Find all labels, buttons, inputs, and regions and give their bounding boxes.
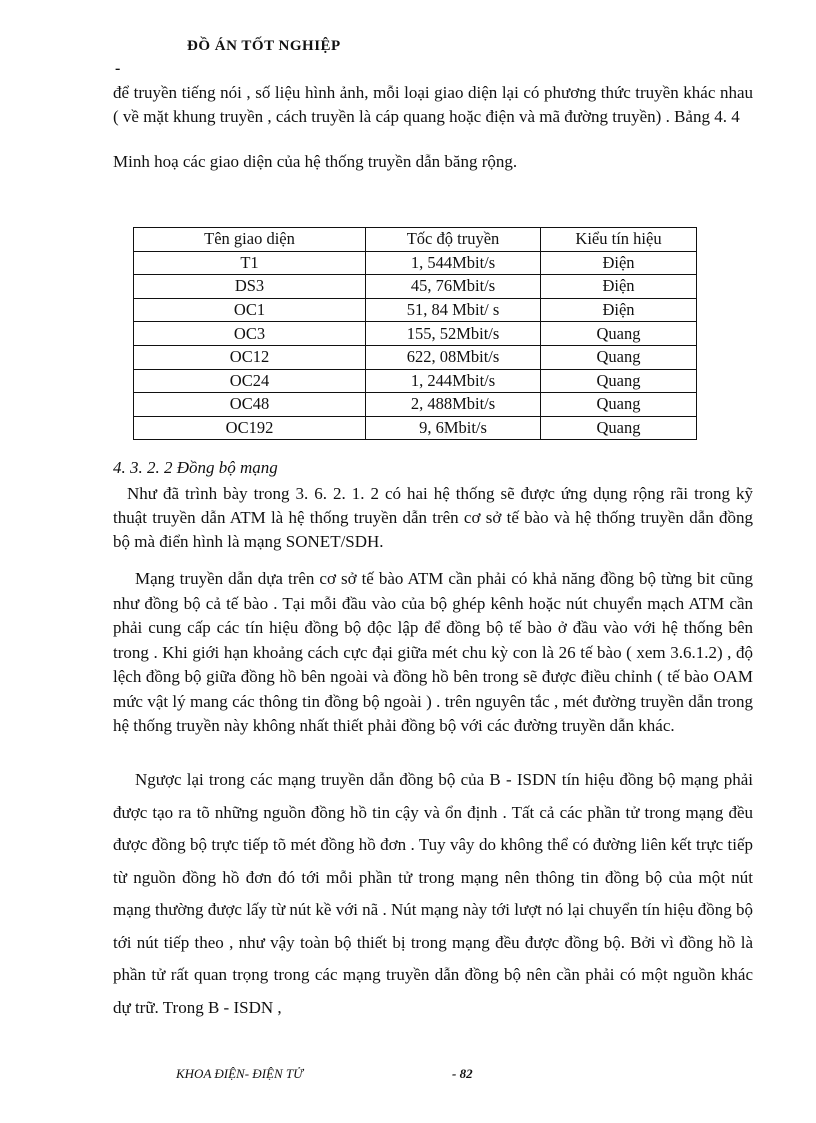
cell-signal: Quang xyxy=(541,322,697,346)
footer-department: KHOA ĐIỆN- ĐIỆN TỬ xyxy=(176,1066,303,1081)
body-paragraph-2: Mạng truyền dẫn dựa trên cơ sở tế bào ATM cần phải có khả năng đồng bộ từng bit cũng như đồng bộ cả tế bào . Tại mỗi đầu vào của bộ ghép kênh hoặc nút chuyển mạch ATM cần phải cung cấp các tín hiệu đồng bộ độc lập để đồng bộ tế bào ở đầu vào với hệ thống bên trong . Khi giới hạn khoảng cách cực đại giữa mét chu kỳ con là 26 tế bào ( xem 3.6.1.2) , độ lệch đồng bộ giữa đồng hồ bên ngoài và đồng hồ bên trong sẽ được điều chỉnh ( tế bào OAM mức vật lý mang các thông tin đồng bộ ngoài ) . trên nguyên tắc , mét đường truyền dẫn trong hệ thống truyền này không nhất thiết phải đồng bộ với các đường truyền dẫn khác. xyxy=(113,569,753,735)
cell-signal: Quang xyxy=(541,416,697,440)
cell-rate: 9, 6Mbit/s xyxy=(366,416,541,440)
cell-interface: DS3 xyxy=(134,275,366,299)
footer-page-number: - 82 xyxy=(452,1066,473,1081)
cell-signal: Quang xyxy=(541,369,697,393)
cell-interface: OC48 xyxy=(134,393,366,417)
cell-rate: 155, 52Mbit/s xyxy=(366,322,541,346)
cell-interface: T1 xyxy=(134,251,366,275)
page-header-title: ĐỒ ÁN TỐT NGHIỆP xyxy=(187,38,341,54)
column-header-name: Tên giao diện xyxy=(134,228,366,252)
table-row xyxy=(134,345,697,369)
cell-signal: Quang xyxy=(541,345,697,369)
cell-rate: 2, 488Mbit/s xyxy=(366,393,541,417)
cell-interface: OC3 xyxy=(134,322,366,346)
body-paragraph-3: Ngược lại trong các mạng truyền dẫn đồng bộ của B - ISDN tín hiệu đồng bộ mạng phải được tạo ra tõ những nguồn đồng hồ tin cậy và ổn định . Tất cả các phần tử trong mạng đều được đồng bộ trực tiếp tõ mét đồng hồ đơn . Tuy vây do không thể có đường liên kết trực tiếp từ nguồn đồng hồ đơn đó tới mỗi phần tử trong mạng nên thông tin đồng bộ của một nút mạng thường được lấy từ nút kề với nã . Nút mạng này tới lượt nó lại chuyển tín hiệu đồng bộ tới nút tiếp theo , như vậy toàn bộ thiết bị trong mạng đều được đồng bộ. Bởi vì đồng hồ là phần tử rất quan trọng trong các mạng truyền dẫn đồng bộ nên cần phải có một nguồn khác dự trữ. Trong B - ISDN , xyxy=(113,770,753,1017)
cell-signal: Điện xyxy=(541,298,697,322)
cell-rate: 45, 76Mbit/s xyxy=(366,275,541,299)
table-row xyxy=(134,251,697,275)
table-row xyxy=(134,416,697,440)
cell-interface: OC1 xyxy=(134,298,366,322)
table-row xyxy=(134,298,697,322)
interface-table xyxy=(133,227,697,440)
cell-rate: 51, 84 Mbit/ s xyxy=(366,298,541,322)
table-caption: Minh hoạ các giao diện của hệ thống truyền dẫn băng rộng. xyxy=(113,152,518,171)
cell-signal: Quang xyxy=(541,393,697,417)
table-row xyxy=(134,393,697,417)
cell-rate: 622, 08Mbit/s xyxy=(366,345,541,369)
bullet-marker: - xyxy=(115,60,121,77)
table-header-row xyxy=(134,228,697,252)
cell-interface: OC12 xyxy=(134,345,366,369)
table-row xyxy=(134,369,697,393)
cell-interface: OC192 xyxy=(134,416,366,440)
cell-rate: 1, 244Mbit/s xyxy=(366,369,541,393)
table-row xyxy=(134,275,697,299)
intro-paragraph: để truyền tiếng nói , số liệu hình ảnh, mỗi loại giao diện lại có phương thức truyền khác nhau ( về mặt khung truyền , cách truyền là cáp quang hoặc điện và mã đường truyền) . Bảng 4. 4 xyxy=(113,83,753,126)
body-paragraph-1: Như đã trình bày trong 3. 6. 2. 1. 2 có hai hệ thống sẽ được ứng dụng rộng rãi trong kỹ thuật truyền dẫn ATM là hệ thống truyền dẫn trên cơ sở tế bào và hệ thống truyền dẫn đồng bộ mà điển hình là mạng SONET/SDH. xyxy=(113,484,753,551)
cell-rate: 1, 544Mbit/s xyxy=(366,251,541,275)
cell-signal: Điện xyxy=(541,251,697,275)
table-row xyxy=(134,322,697,346)
section-heading: 4. 3. 2. 2 Đồng bộ mạng xyxy=(113,458,278,477)
cell-interface: OC24 xyxy=(134,369,366,393)
column-header-rate: Tốc độ truyền xyxy=(366,228,541,252)
cell-signal: Điện xyxy=(541,275,697,299)
column-header-signal: Kiểu tín hiệu xyxy=(541,228,697,252)
